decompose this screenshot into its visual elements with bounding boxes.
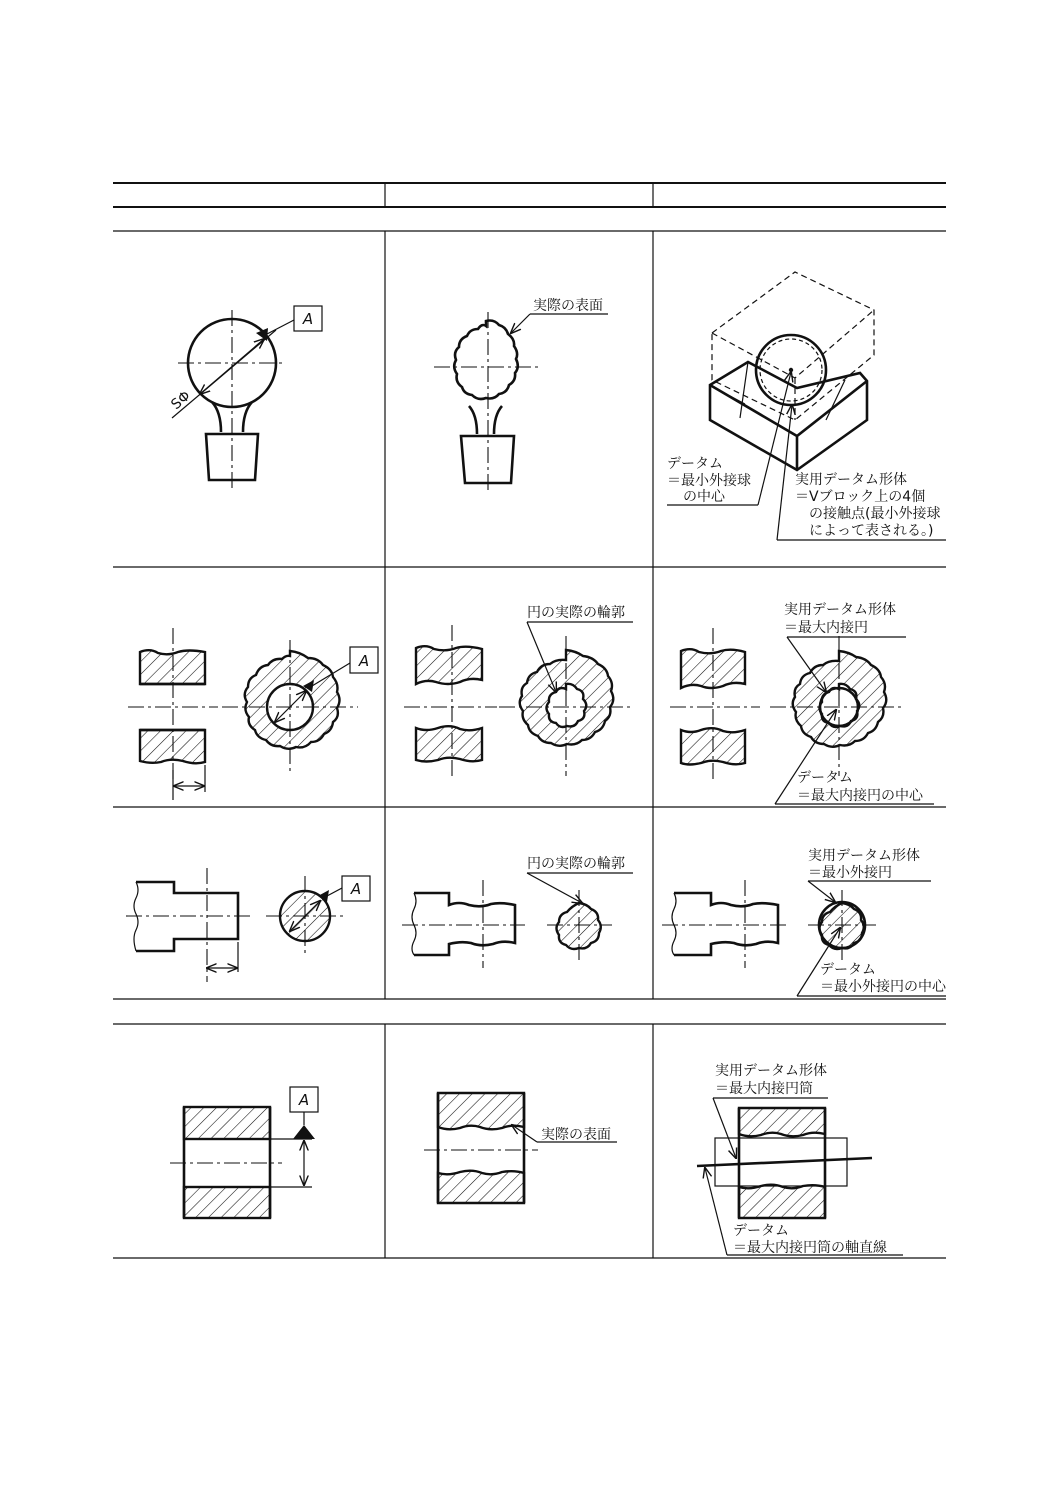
datum-ref-label: A bbox=[298, 1091, 310, 1109]
hole-drawing-actual bbox=[404, 604, 633, 778]
cylinder-drawing-actual bbox=[424, 1093, 617, 1203]
sphere-datum-line3: の中心 bbox=[683, 489, 725, 505]
sphere-sim-line2: ＝Vブロック上の4個 bbox=[795, 489, 926, 505]
sphere-sim-line4: によって表される。) bbox=[809, 523, 934, 539]
shaft-datum-line1: データム bbox=[820, 962, 876, 978]
cyl-datum-line1: データム bbox=[733, 1223, 789, 1239]
actual-surface-label: 実際の表面 bbox=[541, 1127, 611, 1143]
cyl-sim-line2: ＝最大内接円筒 bbox=[715, 1081, 813, 1097]
sphere-datum-line2: ＝最小外接球 bbox=[667, 473, 751, 489]
sphere-drawing-simulator bbox=[667, 272, 946, 540]
cyl-sim-line1: 実用データム形体 bbox=[715, 1063, 827, 1079]
actual-circle-contour-label: 円の実際の輪郭 bbox=[527, 856, 625, 872]
hole-drawing-spec bbox=[128, 628, 378, 800]
shaft-datum-line2: ＝最小外接円の中心 bbox=[820, 979, 946, 995]
shaft-sim-line1: 実用データム形体 bbox=[808, 848, 920, 864]
hole-datum-line1: データム bbox=[797, 770, 853, 786]
sphere-datum-line1: データム bbox=[667, 456, 723, 472]
s-phi-label: SΦ bbox=[168, 388, 194, 414]
shaft-sim-line2: ＝最小外接円 bbox=[808, 865, 892, 881]
hole-sim-line1: 実用データム形体 bbox=[784, 602, 896, 618]
datum-ref-label: A bbox=[358, 652, 370, 670]
actual-surface-label: 実際の表面 bbox=[533, 298, 603, 314]
sphere-sim-line3: の接触点(最小外接球 bbox=[809, 506, 941, 522]
shaft-drawing-simulator bbox=[662, 847, 947, 996]
hole-drawing-simulator bbox=[670, 601, 934, 804]
sphere-drawing-spec bbox=[168, 306, 322, 490]
actual-circle-contour-label: 円の実際の輪郭 bbox=[527, 605, 625, 621]
datum-ref-label: A bbox=[350, 880, 362, 898]
datum-ref-label: A bbox=[302, 310, 314, 328]
shaft-drawing-spec bbox=[126, 868, 370, 982]
cylinder-drawing-spec bbox=[170, 1087, 318, 1218]
hole-sim-line2: ＝最大内接円 bbox=[784, 620, 868, 636]
cylinder-drawing-simulator bbox=[697, 1062, 903, 1256]
cyl-datum-line2: ＝最大内接円筒の軸直線 bbox=[733, 1240, 887, 1256]
sphere-drawing-actual bbox=[434, 297, 608, 493]
sphere-sim-line1: 実用データム形体 bbox=[795, 472, 907, 488]
hole-datum-line2: ＝最大内接円の中心 bbox=[797, 788, 923, 804]
shaft-drawing-actual bbox=[402, 855, 633, 968]
